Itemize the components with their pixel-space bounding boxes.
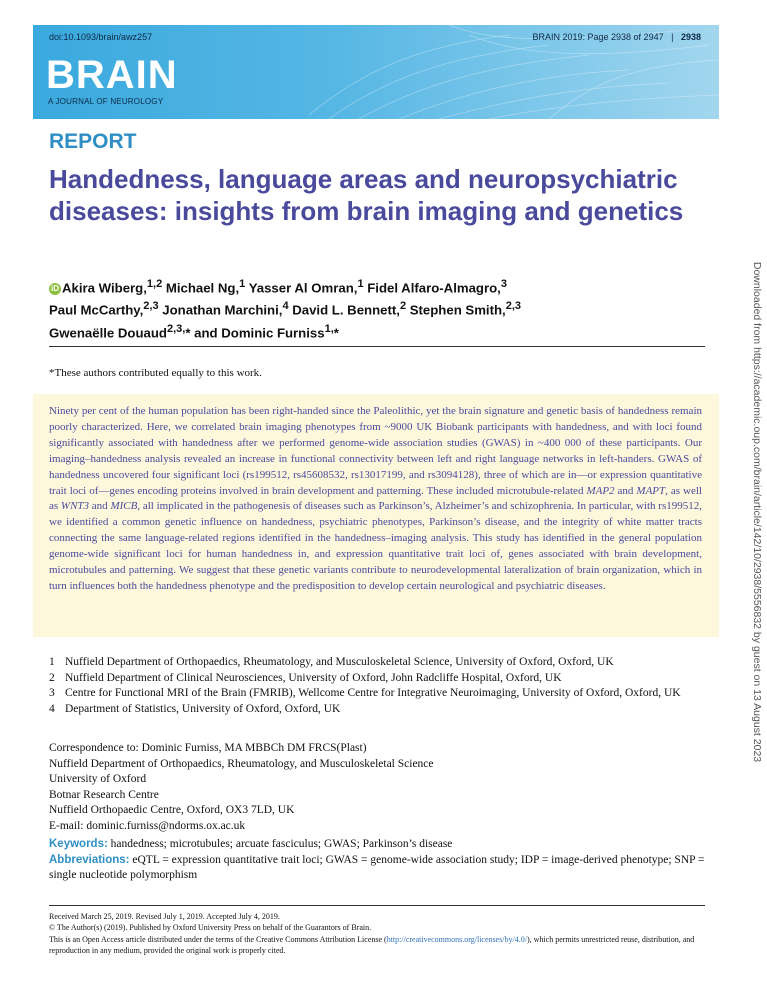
page-number: 2938 xyxy=(680,32,701,42)
abbreviations-label: Abbreviations: xyxy=(49,853,130,866)
affiliation-item xyxy=(49,671,704,687)
affiliation-item xyxy=(49,686,704,702)
author[interactable]: Stephen Smith, xyxy=(406,302,506,318)
gene-name: MAP2 xyxy=(586,484,615,497)
abstract-part: , as well as xyxy=(49,484,702,513)
affiliation-number: 1 xyxy=(49,656,55,668)
author[interactable]: Yasser Al Omran, xyxy=(245,280,358,296)
author[interactable]: David L. Bennett, xyxy=(288,302,400,318)
license-link[interactable]: http://creativecommons.org/licenses/by/4.0/ xyxy=(386,934,527,944)
author-affil: 1 xyxy=(357,278,364,290)
divider xyxy=(49,346,705,347)
gene-name: MICB xyxy=(110,500,138,513)
keywords xyxy=(49,837,709,853)
author[interactable]: Akira Wiberg, xyxy=(62,280,147,296)
journal-logo: BRAIN xyxy=(46,53,178,97)
equal-contribution-note: *These authors contributed equally to this work. xyxy=(49,367,262,379)
affiliation-text: Nuffield Department of Orthopaedics, Rheumatology, and Musculoskeletal Science, University of Oxford, Oxford, UK xyxy=(65,656,614,668)
abbreviations-text: eQTL = expression quantitative trait loci; GWAS = genome-wide association study; IDP = image-derived phenotype; SNP = single nucleotide polymorphism xyxy=(49,853,705,881)
author-affil: 1,2 xyxy=(146,278,163,290)
journal-issue: BRAIN 2019: Page 2938 of 2947 xyxy=(532,32,664,42)
keywords-block xyxy=(49,837,709,884)
doi[interactable]: doi:10.1093/brain/awz257 xyxy=(49,32,153,42)
equal-contrib-mark: * xyxy=(333,325,339,341)
correspondence-line: Correspondence to: Dominic Furniss, MA MBBCh DM FRCS(Plast) xyxy=(49,742,367,754)
abstract-box xyxy=(33,394,719,637)
abstract-part: Ninety per cent of the human population has been right-handed since the Paleolithic, yet the brain signature and genetic basis of handedness remain poorly characterized. Here, we correlated brain imaging phenotypes from ~9000 UK Biobank participants with handedness, and with loci found significantly associated with handedness after we performed genome-wide association studies (GWAS) in ~400 000 of these participants. Our imaging–handedness analysis revealed an increase in functional connectivity between left and right language networks in left-handers. GWAS of handedness uncovered four significant loci (rs199512, rs45608532, rs13017199, and rs3094128), three of which are in—or expression quantitative trait loci of—genes encoding proteins involved in brain development and patterning. These included microtubule-related xyxy=(49,405,702,497)
affiliation-item xyxy=(49,655,704,671)
author-affil: 2 xyxy=(399,300,407,313)
affiliation-item xyxy=(49,702,704,718)
author[interactable]: Paul McCarthy, xyxy=(49,302,144,318)
article-type: REPORT xyxy=(49,130,137,153)
correspondence-line: Nuffield Department of Orthopaedics, Rheumatology, and Musculoskeletal Science xyxy=(49,757,434,770)
equal-contrib-mark: * xyxy=(185,325,191,341)
author[interactable]: and Dominic Furniss xyxy=(190,325,325,341)
author[interactable]: Fidel Alfaro-Almagro, xyxy=(363,280,501,296)
author-list xyxy=(49,275,709,342)
affiliation-text: Centre for Functional MRI of the Brain (FMRIB), Wellcome Centre for Integrative Neuroimaging, University of Oxford, Oxford, UK xyxy=(65,687,681,699)
author[interactable]: Michael Ng, xyxy=(162,280,240,296)
article-title: Handedness, language areas and neuropsychiatric diseases: insights from brain imaging and genetics xyxy=(49,164,684,226)
author-affil: 1 xyxy=(239,278,246,290)
keywords-label: Keywords: xyxy=(49,838,108,850)
correspondence-block xyxy=(49,741,434,834)
correspondence-line: Botnar Research Centre xyxy=(49,788,159,801)
license-text: ), which permits unrestricted reuse, distribution, and reproduction in any medium, provided the original work is properly cited. xyxy=(49,934,695,955)
abbreviations xyxy=(49,853,709,884)
abstract-part: and xyxy=(614,484,637,497)
license-notice xyxy=(49,934,709,957)
affiliation-text: Nuffield Department of Clinical Neurosciences, University of Oxford, John Radcliffe Hospital, Oxford, UK xyxy=(65,671,562,684)
download-note: Downloaded from https://academic.oup.com/brain/article/142/10/2938/5556832 by guest on 13 August 2023 xyxy=(750,261,763,763)
footer-divider xyxy=(49,905,705,906)
journal-subtitle: A JOURNAL OF NEUROLOGY xyxy=(48,97,164,106)
author-affil: 2,3 xyxy=(143,300,159,313)
affiliation-number: 4 xyxy=(49,702,55,715)
separator: | xyxy=(666,32,679,42)
author-affil: 2,3 xyxy=(505,300,522,313)
footer-notes xyxy=(49,911,709,956)
abstract-part: , all implicated in the pathogenesis of diseases such as Parkinson’s, Alzheimer’s and schizophrenia. In particular, with rs199512, we identified a common genetic influence on handedness, psychiatric phenotypes, Parkinson’s disease, and the integrity of white matter tracts connecting the same language-related regions identified in the handedness–imaging analysis. This study has identified in the general population genome-wide significant loci for human handedness in, and expression quantitative trait loci of, genes associated with brain development, microtubules and patterning. We suggest that these genetic variants contribute to neurodevelopmental lateralization of brain organization, which in turn influences both the handedness phenotype and the predisposition to develop certain neurological and psychiatric diseases. xyxy=(49,500,702,592)
journal-reference xyxy=(532,32,701,42)
affiliation-number: 2 xyxy=(49,671,55,684)
orcid-icon[interactable]: iD xyxy=(51,284,59,294)
correspondence-line: Nuffield Orthopaedic Centre, Oxford, OX3 7LD, UK xyxy=(49,804,295,816)
affiliation-number: 3 xyxy=(49,687,55,699)
copyright-notice: © The Author(s) (2019). Published by Oxford University Press on behalf of the Guarantors of Brain. xyxy=(49,923,372,933)
affiliation-text: Department of Statistics, University of Oxford, Oxford, UK xyxy=(65,702,341,715)
correspondence-email[interactable]: E-mail: dominic.furniss@ndorms.ox.ac.uk xyxy=(49,819,246,832)
journal-banner xyxy=(33,25,719,119)
gene-name: MAPT xyxy=(636,484,666,497)
keywords-text: handedness; microtubules; arcuate fasciculus; GWAS; Parkinson’s disease xyxy=(107,838,453,850)
abstract-text xyxy=(49,404,702,595)
author[interactable]: Gwenaëlle Douaud xyxy=(49,325,167,341)
author-affil: 4 xyxy=(282,300,289,313)
author-affil: 1, xyxy=(324,322,334,335)
correspondence-line: University of Oxford xyxy=(49,773,147,785)
received-dates: Received March 25, 2019. Revised July 1, 2019. Accepted July 4, 2019. xyxy=(49,912,280,921)
author-affil: 2,3, xyxy=(166,322,186,335)
abstract-part: and xyxy=(89,500,111,513)
license-text: This is an Open Access article distributed under the terms of the Creative Commons Attribution License ( xyxy=(49,934,387,944)
gene-name: WNT3 xyxy=(60,500,90,513)
affiliation-list xyxy=(49,655,704,717)
author[interactable]: Jonathan Marchini, xyxy=(158,302,283,318)
author-affil: 3 xyxy=(500,278,507,290)
download-watermark xyxy=(751,252,762,772)
